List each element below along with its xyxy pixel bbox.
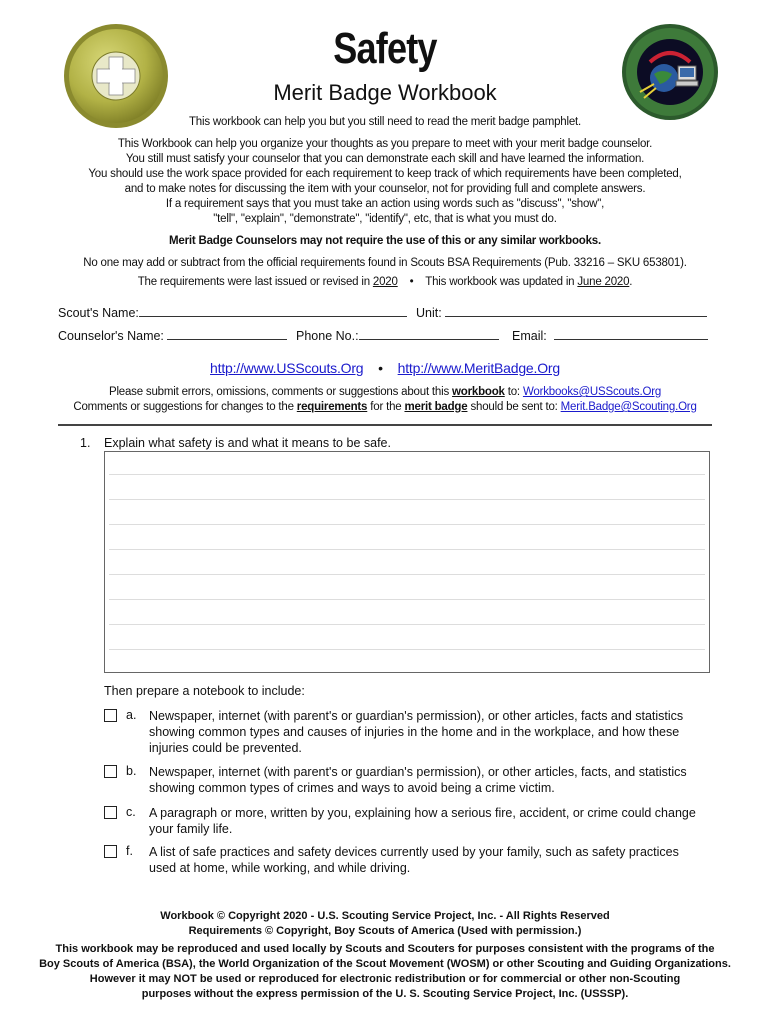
intro-paragraph-line: You still must satisfy your counselor that you can demonstrate each skill and have learned the information. <box>125 153 645 165</box>
official-requirements-note: No one may add or subtract from the official requirements found in Scouts BSA Requirements (Pub. 33216 – SKU 653801). <box>83 257 687 269</box>
updated-date: June 2020 <box>577 276 630 288</box>
intro-paragraph-line: "tell", "explain", "demonstrate", "identify", etc, that is what you must do. <box>213 213 557 225</box>
submit-text: to: <box>504 386 523 398</box>
meritbadge-link[interactable]: http://www.MeritBadge.Org <box>397 360 560 376</box>
intro-paragraph-line: You should use the work space provided for each requirement to keep track of which requirements have been completed, <box>88 168 682 180</box>
revision-prefix: The requirements were last issued or revised in <box>137 276 373 288</box>
answer-box[interactable] <box>104 451 710 673</box>
submit-text: Comments or suggestions for changes to the <box>73 401 297 413</box>
phone-label: Phone No.: <box>296 329 359 343</box>
scout-name-label: Scout's Name: <box>58 306 139 320</box>
intro-text: This workbook can help you but you still need to read the merit badge pamphlet. <box>188 116 582 128</box>
requirement-number: 1. <box>80 436 91 450</box>
checkbox-c[interactable] <box>104 806 117 819</box>
counselor-note: Merit Badge Counselors may not require the use of this or any similar workbooks. <box>169 235 601 247</box>
revision-line <box>0 276 770 288</box>
checkbox-a[interactable] <box>104 709 117 722</box>
notebook-instruction: Then prepare a notebook to include: <box>104 684 305 698</box>
usscouts-link[interactable]: http://www.USScouts.Org <box>210 360 364 376</box>
usage-line: This workbook may be reproduced and used locally by Scouts and Scouters for purposes consistent with the programs of the <box>55 943 715 955</box>
usage-line: purposes without the express permission of the U. S. Scouting Service Project, Inc. (USSSP). <box>141 988 629 1000</box>
submit-text: for the <box>367 401 405 413</box>
unit-label: Unit: <box>416 306 442 320</box>
item-text: A paragraph or more, written by you, explaining how a serious fire, accident, or crime could change your family life. <box>149 806 696 836</box>
checkbox-f[interactable] <box>104 845 117 858</box>
item-letter: b. <box>126 764 137 778</box>
updated-prefix: This workbook was updated in <box>425 276 578 288</box>
item-letter: f. <box>126 844 133 858</box>
bullet: • <box>378 360 383 376</box>
submit-line-1 <box>0 386 770 398</box>
copyright-workbook: Workbook © Copyright 2020 - U.S. Scouting Service Project, Inc. - All Rights Reserved <box>160 910 610 922</box>
email-label: Email: <box>512 329 547 343</box>
submit-workbook: workbook <box>452 386 505 398</box>
submit-requirements: requirements <box>296 401 368 413</box>
unit-field[interactable] <box>416 305 707 320</box>
copyright-requirements: Requirements © Copyright, Boy Scouts of America (Used with permission.) <box>188 925 582 937</box>
submit-text: Please submit errors, omissions, comments or suggestions about this <box>108 386 453 398</box>
usage-line: However it may NOT be used or reproduced for electronic redistribution or for commercial or other non-Scouting <box>89 973 681 985</box>
checkbox-b[interactable] <box>104 765 117 778</box>
email-field[interactable] <box>512 328 708 343</box>
requirement-text: Explain what safety is and what it means to be safe. <box>104 436 391 450</box>
page-subtitle: Merit Badge Workbook <box>273 80 497 105</box>
submit-merit-badge: merit badge <box>404 401 468 413</box>
divider <box>58 424 712 426</box>
submit-text: should be sent to: <box>467 401 561 413</box>
intro-paragraph-line: If a requirement says that you must take an action using words such as "discuss", "show", <box>165 198 605 210</box>
intro-paragraph-line: and to make notes for discussing the item with your counselor, not for providing full and complete answers. <box>124 183 646 195</box>
workbooks-email-link[interactable]: Workbooks@USScouts.Org <box>522 386 662 398</box>
scout-name-field[interactable] <box>58 305 407 320</box>
submit-line-2 <box>0 401 770 413</box>
merit-badge-email-link[interactable]: Merit.Badge@Scouting.Org <box>560 401 697 413</box>
phone-field[interactable] <box>296 328 499 343</box>
usage-line: Boy Scouts of America (BSA), the World Organization of the Scout Movement (WOSM) or other Scouting and Guiding Organizations. <box>39 958 731 970</box>
counselor-name-field[interactable] <box>58 328 287 343</box>
item-letter: c. <box>126 805 136 819</box>
page-title: Safety <box>333 24 437 73</box>
item-text: A list of safe practices and safety devices currently used by your family, such as safety practices used at home, while working, and while driving. <box>149 845 679 875</box>
item-letter: a. <box>126 708 137 722</box>
item-text: Newspaper, internet (with parent's or guardian's permission), or other articles, facts and statistics showing common types and causes of injuries in the home and in the workplace, and how these injuries could be prevented. <box>149 709 684 755</box>
revision-year: 2020 <box>372 276 398 288</box>
website-links <box>0 360 770 376</box>
updated-suffix: . <box>629 276 633 288</box>
bullet: • <box>409 276 414 288</box>
counselor-name-label: Counselor's Name: <box>58 329 164 343</box>
intro-paragraph-line: This Workbook can help you organize your thoughts as you prepare to meet with your merit badge counselor. <box>117 138 653 150</box>
item-text: Newspaper, internet (with parent's or guardian's permission), or other articles, facts, and statistics showing common types of crimes and ways to avoid being a crime victim. <box>149 765 687 795</box>
